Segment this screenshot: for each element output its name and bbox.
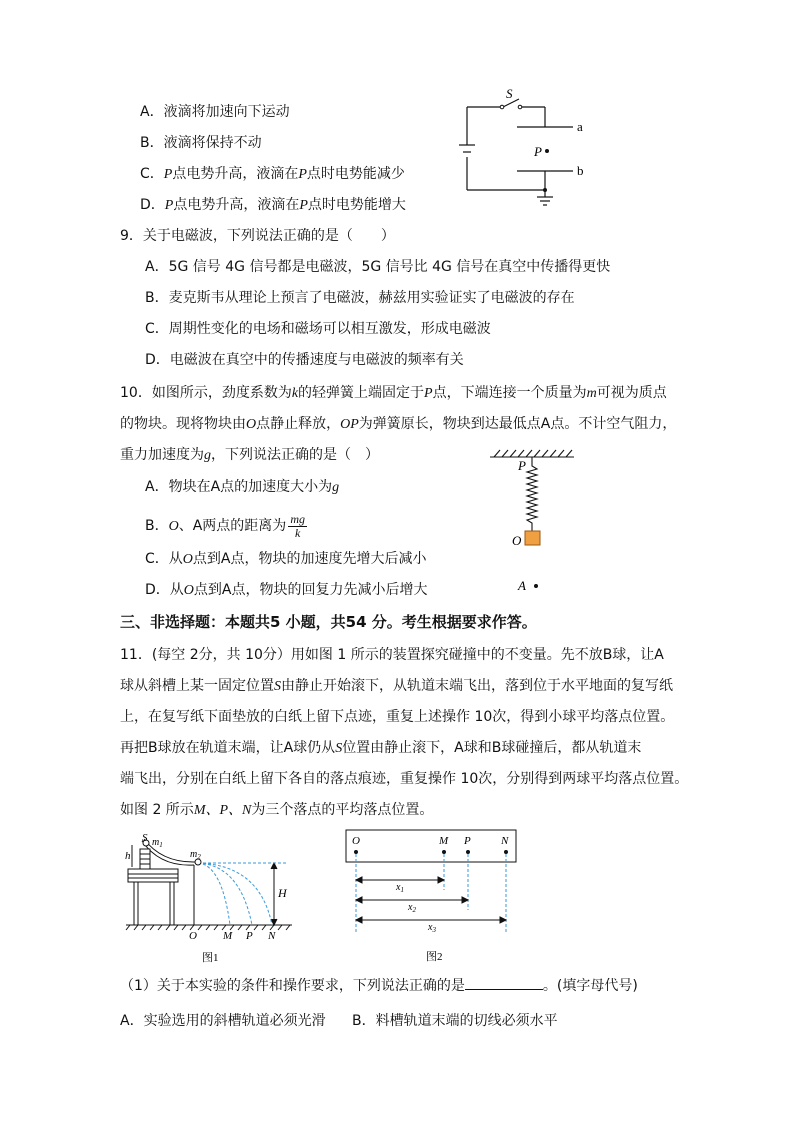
point-p-label: P — [534, 144, 542, 159]
q10-option-c: C．从O点到A点，物块的加速度先增大后减小 — [145, 551, 427, 567]
fraction-mg-over-k: $\frac{mg}{k}$ — [290, 511, 305, 540]
fig1-caption: 图1 — [202, 952, 219, 964]
q11-line4: 再把B球放在轨道末端，让A球仍从S位置由静止滚下，A球和B球碰撞后，都从轨道末 — [120, 740, 642, 756]
fig2-x1-label: $x_1$ — [396, 882, 404, 894]
collision-apparatus-figure-1 — [122, 833, 297, 968]
fig1-s-label: S — [142, 833, 148, 844]
spring-point-p-label: P — [518, 458, 526, 473]
q10-stem-line2: 的物块。现将物块由O点静止释放，OP为弹簧原长，物块到达最低点A点。不计空气阻力， — [120, 416, 677, 432]
q11-line1: 11．(每空 2分，共 10分）用如图 1 所示的装置探究碰撞中的不变量。先不放B球，让A — [120, 647, 664, 663]
q11-line5: 端飞出，分别在白纸上留下各自的落点痕迹，重复操作 10次，分别得到两球平均落点位置。 — [120, 771, 689, 787]
q8-option-a: A．液滴将加速向下运动 — [140, 104, 290, 120]
q8-option-b: B．液滴将保持不动 — [140, 135, 262, 151]
q11-line3: 上，在复写纸下面垫放的白纸上留下点迹，重复上述操作 10次，得到小球平均落点位置。 — [120, 709, 675, 725]
fig2-x3-label: $x_3$ — [428, 922, 436, 934]
landing-points-figure-2 — [342, 828, 522, 968]
fig1-m2-label: $m_2$ — [190, 849, 201, 861]
q10-option-d: D．从O点到A点，物块的回复力先减小后增大 — [145, 582, 428, 598]
q9-option-d: D．电磁波在真空中的传播速度与电磁波的频率有关 — [145, 352, 464, 368]
plate-b-label: b — [577, 163, 584, 178]
spring-point-a-label: A — [518, 578, 526, 593]
plate-a-label: a — [577, 119, 583, 134]
fig1-o-label: O — [189, 930, 197, 942]
q11-sub1-option-a: A．实验选用的斜槽轨道必须光滑 — [120, 1013, 326, 1029]
q10-stem-line1: 10．如图所示，劲度系数为k的轻弹簧上端固定于P点，下端连接一个质量为m可视为质点 — [120, 385, 667, 401]
spring-point-o-label: O — [512, 533, 522, 548]
q10-option-b: B．O、A两点的距离为 $\frac{mg}{k}$ — [145, 511, 305, 540]
q8-option-d: D．P点电势升高，液滴在P点时电势能增大 — [140, 197, 406, 213]
fig2-caption: 图2 — [426, 951, 443, 963]
spring-diagram — [490, 448, 580, 598]
q9-option-b: B．麦克斯韦从理论上预言了电磁波，赫兹用实验证实了电磁波的存在 — [145, 290, 575, 306]
fig2-p-label: P — [464, 835, 471, 847]
q11-sub1-option-b: B．料槽轨道末端的切线必须水平 — [352, 1013, 558, 1029]
q10-option-a: A．物块在A点的加速度大小为g — [145, 479, 340, 495]
answer-blank[interactable] — [465, 975, 543, 990]
q10-stem-line3: 重力加速度为g，下列说法正确的是（ ） — [120, 447, 379, 463]
q9-option-c: C．周期性变化的电场和磁场可以相互激发，形成电磁波 — [145, 321, 491, 337]
q11-sub1-stem: （1）关于本实验的条件和操作要求，下列说法正确的是 。(填字母代号) — [120, 975, 638, 996]
fig2-o-label: O — [352, 835, 360, 847]
fig1-h-label: h — [125, 850, 131, 862]
switch-label: S — [506, 86, 513, 101]
fig1-m1-label: $m_1$ — [152, 837, 163, 849]
fig2-x2-label: $x_2$ — [408, 902, 416, 914]
q11-line2: 球从斜槽上某一固定位置S由静止开始滚下，从轨道末端飞出，落到位于水平地面的复写纸 — [120, 678, 673, 694]
fig2-m-label: M — [439, 835, 449, 847]
fig1-n-label: N — [268, 930, 276, 942]
fig1-big-h-label: H — [278, 886, 287, 900]
q9-option-a: A．5G 信号 4G 信号都是电磁波，5G 信号比 4G 信号在真空中传播得更快 — [145, 259, 611, 275]
q8-option-c: C．P点电势升高，液滴在P点时电势能减少 — [140, 166, 405, 182]
fig2-n-label: N — [501, 835, 509, 847]
q11-line6: 如图 2 所示M、P、N为三个落点的平均落点位置。 — [120, 802, 434, 818]
section-3-heading: 三、非选择题：本题共5 小题，共54 分。考生根据要求作答。 — [120, 613, 537, 631]
fig1-p-label: P — [246, 930, 253, 942]
q9-stem: 9．关于电磁波，下列说法正确的是（ ） — [120, 228, 395, 244]
fig1-m-label: M — [223, 930, 233, 942]
capacitor-circuit-diagram — [455, 85, 595, 220]
